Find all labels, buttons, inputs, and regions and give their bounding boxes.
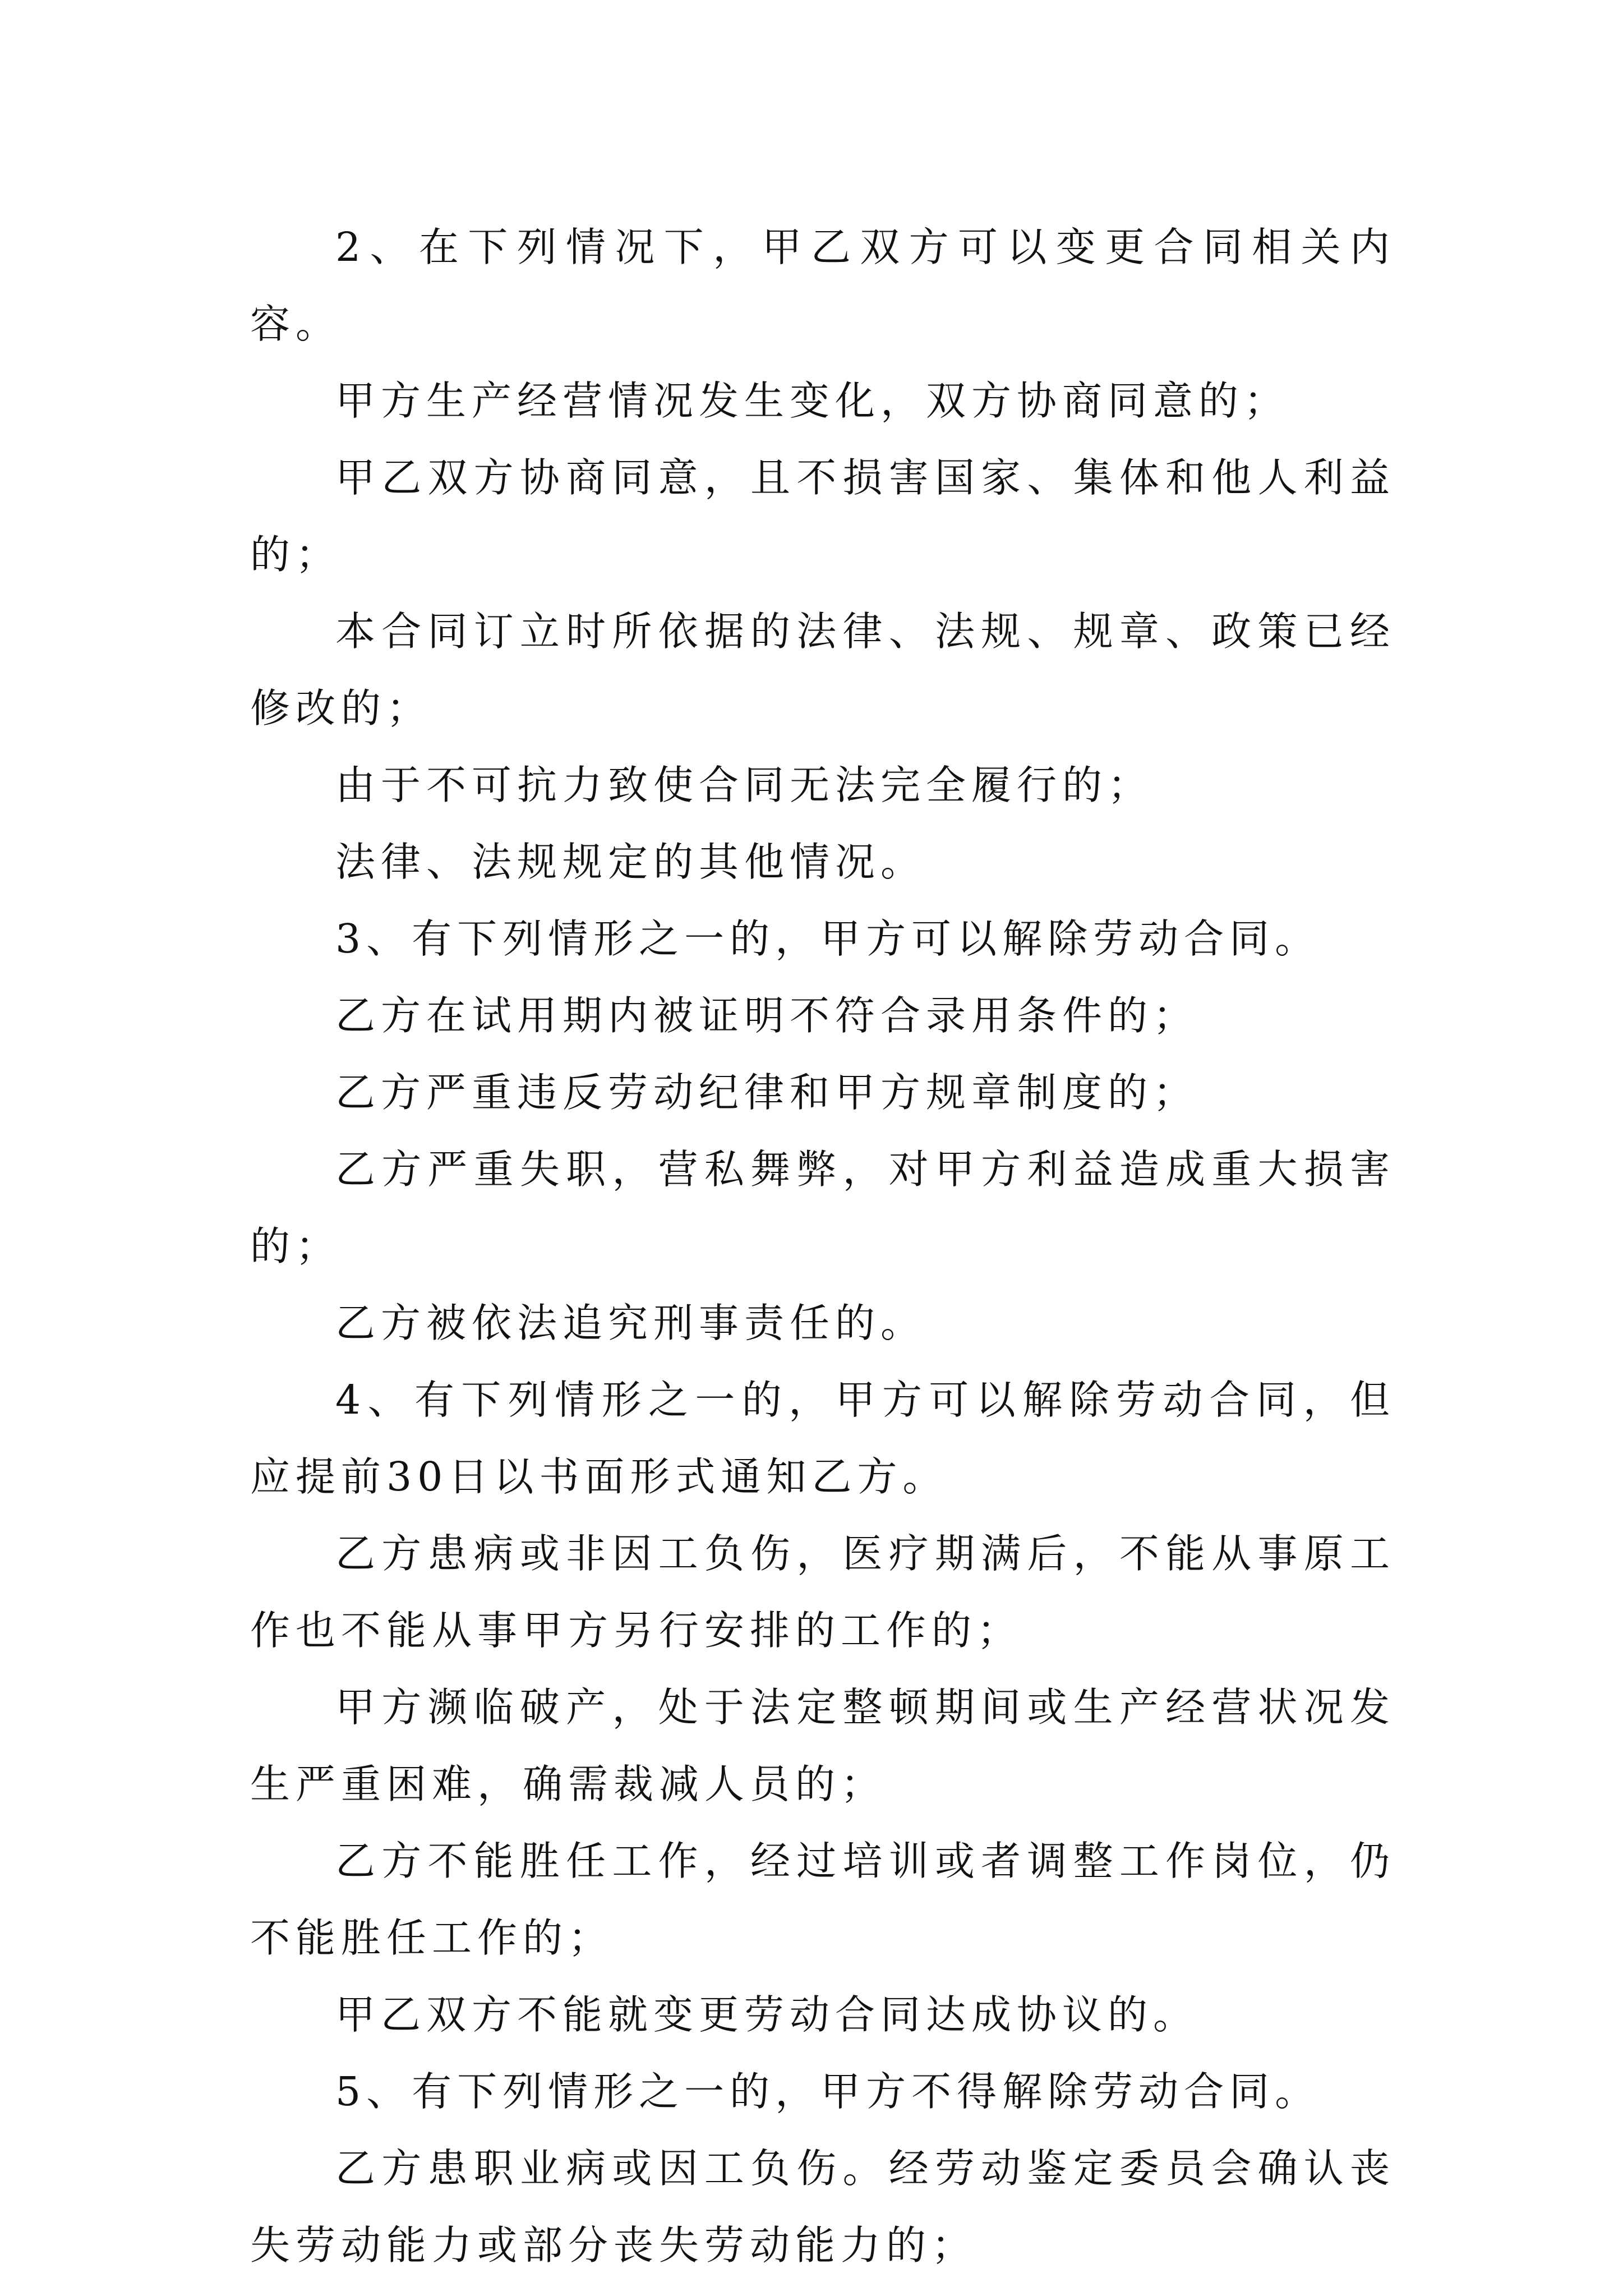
paragraph-item: 甲乙双方协商同意，且不损害国家、集体和他人利益的；: [250, 454, 1395, 578]
paragraph-item: 乙方患职业病或因工负伤。经劳动鉴定委员会确认丧失劳动能力或部分丧失劳动能力的；: [250, 2145, 1395, 2269]
paragraph-clause-3: 3、有下列情形之一的，甲方可以解除劳动合同。: [335, 915, 1321, 962]
paragraph-item: 乙方严重违反劳动纪律和甲方规章制度的；: [335, 1069, 1199, 1116]
paragraph-item: 由于不可抗力致使合同无法完全履行的；: [335, 762, 1154, 808]
paragraph-item: 乙方严重失职，营私舞弊，对甲方利益造成重大损害的；: [250, 1146, 1395, 1269]
paragraph-clause-5: 5、有下列情形之一的，甲方不得解除劳动合同。: [335, 2068, 1321, 2115]
paragraph-item: 乙方在试用期内被证明不符合录用条件的；: [335, 992, 1199, 1039]
paragraph-item: 甲乙双方不能就变更劳动合同达成协议的。: [335, 1991, 1199, 2038]
paragraph-item: 法律、法规规定的其他情况。: [335, 839, 926, 885]
paragraph-clause-4: 4、有下列情形之一的，甲方可以解除劳动合同，但应提前30日以书面形式通知乙方。: [250, 1377, 1395, 1500]
paragraph-item: 乙方不能胜任工作，经过培训或者调整工作岗位，仍不能胜任工作的；: [250, 1838, 1395, 1961]
paragraph-item: 本合同订立时所依据的法律、法规、规章、政策已经修改的；: [250, 608, 1395, 731]
document-body: [250, 209, 1395, 2284]
paragraph-item: 乙方患病或非因工负伤，医疗期满后，不能从事原工作也不能从事甲方另行安排的工作的；: [250, 1530, 1395, 1654]
paragraph-item: 甲方生产经营情况发生变化，双方协商同意的；: [335, 378, 1290, 424]
paragraph-item: 甲方濒临破产，处于法定整顿期间或生产经营状况发生严重困难，确需裁减人员的；: [250, 1684, 1395, 1807]
paragraph-clause-2: 2、在下列情况下，甲乙双方可以变更合同相关内容。: [250, 224, 1395, 347]
paragraph-item: 乙方被依法追究刑事责任的。: [335, 1300, 926, 1346]
